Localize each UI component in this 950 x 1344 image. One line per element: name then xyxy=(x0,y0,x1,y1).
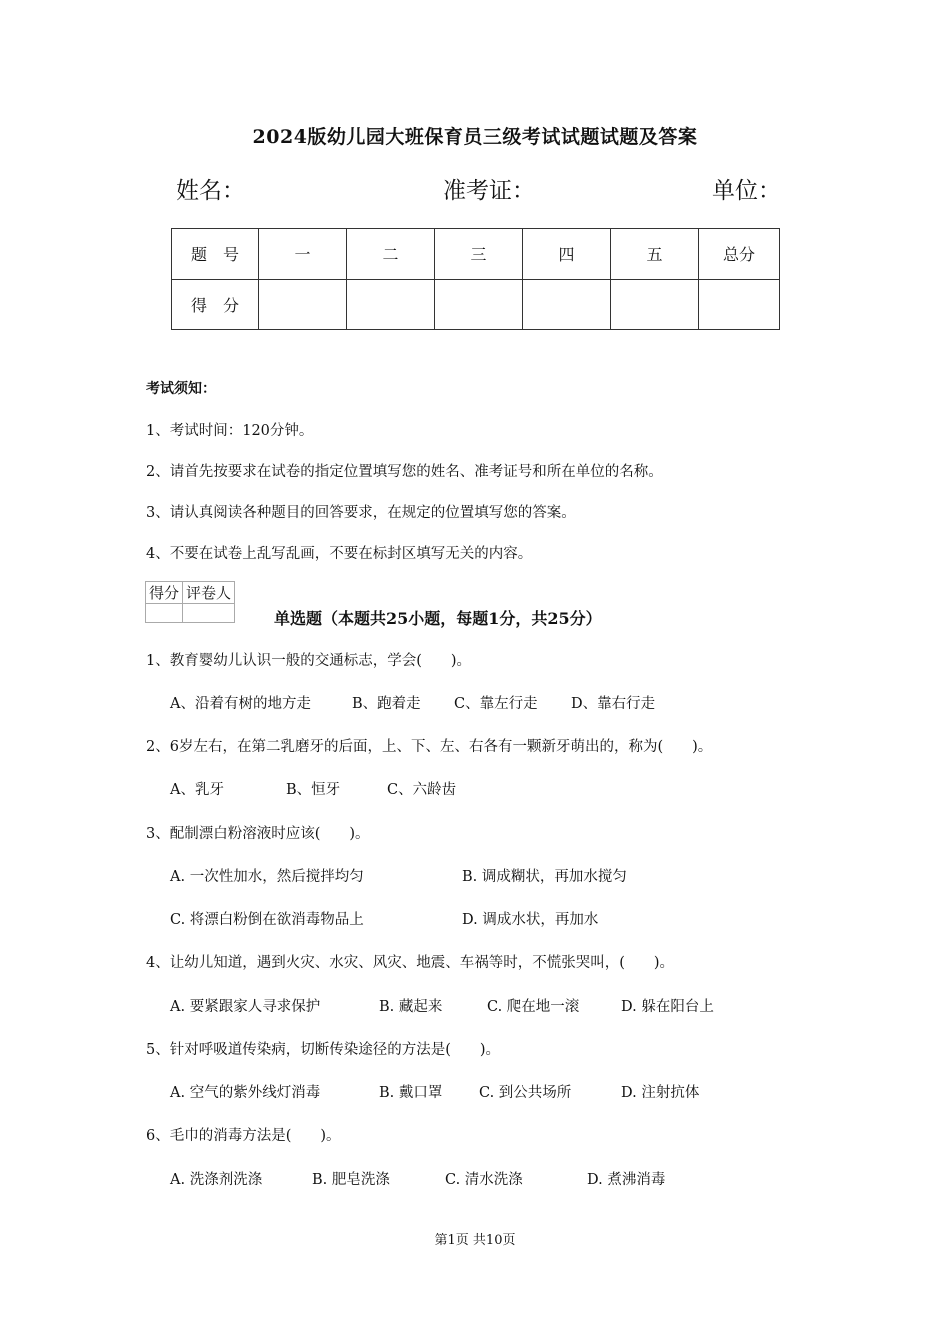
section-title: 单选题（本题共25小题，每题1分，共25分） xyxy=(274,609,602,628)
grader-box xyxy=(145,581,235,623)
name-field-label: 姓名： xyxy=(176,178,245,204)
grader-score-label: 得分 xyxy=(146,582,183,604)
option-text: C. 爬在地一滚 xyxy=(487,999,580,1015)
exam-id-field-label: 准考证： xyxy=(443,178,535,204)
option-text: A. 空气的紫外线灯消毒 xyxy=(170,1085,321,1101)
score-table-score-row xyxy=(172,279,780,330)
option-text: B. 戴口罩 xyxy=(379,1085,443,1101)
option-text: A、沿着有树的地方走 xyxy=(170,696,311,712)
question-text: 2、6岁左右，在第二乳磨牙的后面，上、下、左、右各有一颗新牙萌出的，称为( )。 xyxy=(146,739,713,755)
option-text: C、靠左行走 xyxy=(454,696,538,712)
option-text: A. 要紧跟家人寻求保护 xyxy=(170,999,321,1015)
option-text: C. 将漂白粉倒在欲消毒物品上 xyxy=(170,912,364,928)
option-text: D、靠右行走 xyxy=(571,696,656,712)
question-text: 6、毛巾的消毒方法是( )。 xyxy=(146,1128,341,1144)
score-cell xyxy=(347,279,435,330)
page-number: 第1页 共10页 xyxy=(434,1233,516,1248)
option-text: B. 藏起来 xyxy=(379,999,443,1015)
question-text: 1、教育婴幼儿认识一般的交通标志，学会( )。 xyxy=(146,653,472,669)
score-cell: 五 xyxy=(611,229,699,280)
score-cell: 一 xyxy=(259,229,347,280)
option-text: C. 到公共场所 xyxy=(479,1085,572,1101)
score-cell xyxy=(435,279,523,330)
score-table xyxy=(171,228,780,330)
score-table-header-row xyxy=(172,229,780,280)
option-text: B、恒牙 xyxy=(286,782,341,798)
option-text: A. 洗涤剂洗涤 xyxy=(170,1172,263,1188)
option-text: D. 躲在阳台上 xyxy=(621,999,714,1015)
score-cell xyxy=(523,279,611,330)
notice-item: 1、考试时间：120分钟。 xyxy=(146,423,314,439)
question-text: 4、让幼儿知道，遇到火灾、水灾、风灾、地震、车祸等时，不慌张哭叫，( )。 xyxy=(146,955,675,971)
option-text: D. 煮沸消毒 xyxy=(587,1172,666,1188)
option-text: A. 一次性加水，然后搅拌均匀 xyxy=(170,869,364,885)
score-cell: 四 xyxy=(523,229,611,280)
score-cell: 二 xyxy=(347,229,435,280)
score-cell: 三 xyxy=(435,229,523,280)
option-text: A、乳牙 xyxy=(170,782,224,798)
notice-item: 2、请首先按要求在试卷的指定位置填写您的姓名、准考证号和所在单位的名称。 xyxy=(146,464,663,480)
option-text: D. 注射抗体 xyxy=(621,1085,700,1101)
option-text: C. 清水洗涤 xyxy=(445,1172,523,1188)
grader-reviewer-cell xyxy=(183,604,235,623)
option-text: D. 调成水状，再加水 xyxy=(462,912,599,928)
notice-item: 4、不要在试卷上乱写乱画，不要在标封区填写无关的内容。 xyxy=(146,546,533,562)
score-cell xyxy=(259,279,347,330)
question-text: 5、针对呼吸道传染病，切断传染途径的方法是( )。 xyxy=(146,1042,501,1058)
notice-heading: 考试须知： xyxy=(146,381,216,397)
question-text: 3、配制漂白粉溶液时应该( )。 xyxy=(146,826,370,842)
exam-title: 2024版幼儿园大班保育员三级考试试题试题及答案 xyxy=(252,126,698,148)
score-cell: 总分 xyxy=(699,229,780,280)
option-text: B、跑着走 xyxy=(352,696,421,712)
score-cell: 题 号 xyxy=(172,229,259,280)
score-cell xyxy=(611,279,699,330)
score-cell xyxy=(699,279,780,330)
notice-item: 3、请认真阅读各种题目的回答要求，在规定的位置填写您的答案。 xyxy=(146,505,576,521)
unit-field-label: 单位： xyxy=(712,178,781,204)
option-text: B. 调成糊状，再加水搅匀 xyxy=(462,869,627,885)
grader-reviewer-label: 评卷人 xyxy=(183,582,235,604)
grader-score-cell xyxy=(146,604,183,623)
score-cell: 得 分 xyxy=(172,279,259,330)
option-text: C、六龄齿 xyxy=(387,782,457,798)
option-text: B. 肥皂洗涤 xyxy=(312,1172,390,1188)
